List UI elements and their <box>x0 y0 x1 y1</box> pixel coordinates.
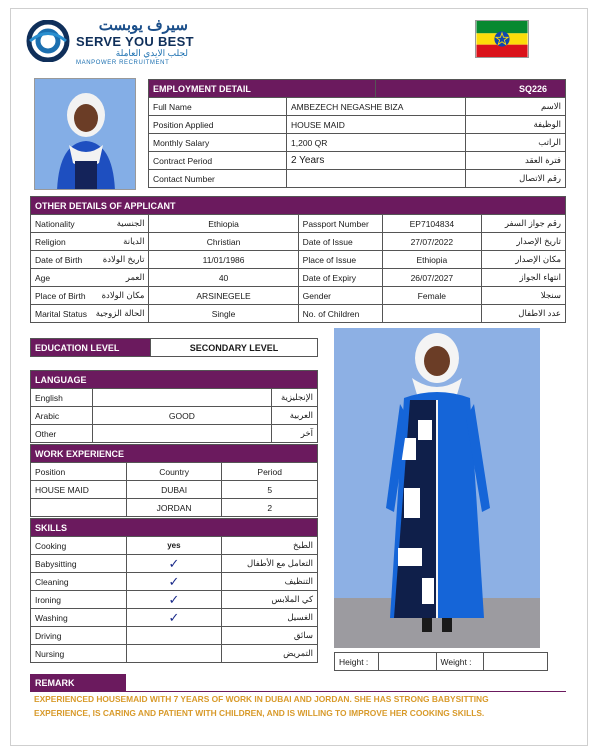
field-value: 11/01/1986 <box>149 251 298 269</box>
remark-text: EXPERIENCED HOUSEMAID WITH 7 YEARS OF WORK IN DUBAI AND JORDAN. SHE HAS STRONG BABYSITTING EXPERIENCE, IS CARING AND PATIENT WITH CHILDREN, AND IS WILLING TO IMPROVE HER COOKING SKILLS. <box>34 694 489 718</box>
employment-detail-table <box>148 79 566 188</box>
full-name-value: AMBEZECH NEGASHE BIZA <box>287 98 466 116</box>
education-value: SECONDARY LEVEL <box>151 339 318 357</box>
table-row <box>149 116 566 134</box>
other-details-table <box>30 196 566 323</box>
skill-label-arabic: التعامل مع الأطفال <box>222 555 318 573</box>
contact-number-value <box>287 170 466 188</box>
field-label-arabic: الحالة الزوجية <box>91 305 149 323</box>
skills-table <box>30 518 318 663</box>
field-label: Monthly Salary <box>149 134 287 152</box>
language-label: Other <box>31 425 93 443</box>
skill-label-arabic: التنظيف <box>222 573 318 591</box>
field-value: 40 <box>149 269 298 287</box>
work-country: DUBAI <box>126 481 222 499</box>
field-label: Date of Issue <box>298 233 382 251</box>
table-row <box>31 609 318 627</box>
logo-english-subtext: MANPOWER RECRUITMENT <box>76 60 170 66</box>
field-label-arabic: تاريخ الولادة <box>91 251 149 269</box>
language-value <box>92 425 271 443</box>
language-value <box>92 389 271 407</box>
checkmark-icon: ✓ <box>126 591 221 609</box>
person-full-body-icon <box>334 328 540 648</box>
field-value: 26/07/2027 <box>382 269 482 287</box>
field-label-arabic: مكان الإصدار <box>482 251 566 269</box>
field-label: Gender <box>298 287 382 305</box>
applicant-photo-full <box>334 328 540 648</box>
field-label: Contact Number <box>149 170 287 188</box>
skill-label: Cooking <box>31 537 127 555</box>
remark-title: REMARK <box>30 674 126 692</box>
table-row <box>149 170 566 188</box>
weight-value <box>484 653 548 671</box>
skill-label-arabic: سائق <box>222 627 318 645</box>
table-row <box>149 98 566 116</box>
language-value: GOOD <box>92 407 271 425</box>
skill-label: Cleaning <box>31 573 127 591</box>
field-label-arabic: الراتب <box>466 134 566 152</box>
field-label-arabic: مكان الولادة <box>91 287 149 305</box>
measurements-table <box>334 652 548 671</box>
field-label-arabic: فترة العقد <box>466 152 566 170</box>
skill-label: Babysitting <box>31 555 127 573</box>
logo-arabic-subtext: لجلب الايدي العاملة <box>115 48 188 58</box>
position-value: HOUSE MAID <box>287 116 466 134</box>
language-title: LANGUAGE <box>31 371 318 389</box>
field-label-arabic: سنجلا <box>482 287 566 305</box>
language-table <box>30 370 318 443</box>
column-header: Period <box>222 463 318 481</box>
field-label-arabic: انتهاء الجواز <box>482 269 566 287</box>
table-row <box>31 287 566 305</box>
field-label: Marital Status <box>31 305 91 323</box>
skill-label-arabic: كي الملابس <box>222 591 318 609</box>
table-row <box>31 251 566 269</box>
skill-label: Driving <box>31 627 127 645</box>
field-value: 27/07/2022 <box>382 233 482 251</box>
skill-value <box>126 627 221 645</box>
table-header-row <box>31 463 318 481</box>
field-value: Christian <box>149 233 298 251</box>
logo-arabic-text: سيرف يوبست <box>98 17 188 34</box>
field-label: Place of Birth <box>31 287 91 305</box>
field-label: Contract Period <box>149 152 287 170</box>
field-label: Nationality <box>31 215 91 233</box>
contract-period-value: 2 Years <box>287 152 466 170</box>
field-value: EP7104834 <box>382 215 482 233</box>
other-details-title: OTHER DETAILS OF APPLICANT <box>31 197 566 215</box>
field-label: Date of Birth <box>31 251 91 269</box>
person-portrait-icon <box>35 79 136 190</box>
skills-title: SKILLS <box>31 519 318 537</box>
field-value: Single <box>149 305 298 323</box>
field-label-arabic: الاسم <box>466 98 566 116</box>
language-label-arabic: الإنجليزية <box>272 389 318 407</box>
field-label-arabic: رقم جواز السفر <box>482 215 566 233</box>
skill-value <box>126 645 221 663</box>
work-position <box>31 499 127 517</box>
field-label-arabic: الجنسية <box>91 215 149 233</box>
logo-mark-icon <box>24 20 72 62</box>
work-country: JORDAN <box>126 499 222 517</box>
skill-label: Ironing <box>31 591 127 609</box>
ethiopia-flag-icon <box>475 20 529 58</box>
work-period: 2 <box>222 499 318 517</box>
table-row <box>31 499 318 517</box>
weight-label: Weight : <box>436 653 484 671</box>
checkmark-icon: ✓ <box>126 609 221 627</box>
logo-english-text: SERVE YOU BEST <box>76 34 194 49</box>
checkmark-icon: ✓ <box>126 573 221 591</box>
skill-label: Washing <box>31 609 127 627</box>
skill-label-arabic: التمريض <box>222 645 318 663</box>
field-label: Full Name <box>149 98 287 116</box>
table-row <box>31 555 318 573</box>
table-row <box>31 233 566 251</box>
language-label-arabic: آخر <box>272 425 318 443</box>
field-value: Ethiopia <box>149 215 298 233</box>
table-row <box>149 152 566 170</box>
language-label: Arabic <box>31 407 93 425</box>
table-row <box>31 305 566 323</box>
field-label-arabic: الوظيفة <box>466 116 566 134</box>
table-row <box>31 591 318 609</box>
table-row <box>31 537 318 555</box>
table-row <box>149 134 566 152</box>
employment-title: EMPLOYMENT DETAIL <box>149 80 376 98</box>
field-label-arabic: الديانة <box>91 233 149 251</box>
field-label-arabic: رقم الاتصال <box>466 170 566 188</box>
table-row <box>31 269 566 287</box>
checkmark-icon: ✓ <box>126 555 221 573</box>
reference-code: SQ226 <box>376 80 566 98</box>
table-row <box>31 389 318 407</box>
column-header: Position <box>31 463 127 481</box>
skill-label-arabic: الطبخ <box>222 537 318 555</box>
field-label: Position Applied <box>149 116 287 134</box>
field-value: Ethiopia <box>382 251 482 269</box>
education-table <box>30 338 318 357</box>
table-row <box>31 573 318 591</box>
language-label-arabic: العربية <box>272 407 318 425</box>
field-value <box>382 305 482 323</box>
column-header: Country <box>126 463 222 481</box>
field-label: Passport Number <box>298 215 382 233</box>
applicant-photo-small <box>34 78 136 190</box>
work-position: HOUSE MAID <box>31 481 127 499</box>
skill-value: yes <box>126 537 221 555</box>
table-row <box>31 645 318 663</box>
work-experience-table <box>30 444 318 517</box>
height-label: Height : <box>335 653 379 671</box>
field-label: Age <box>31 269 91 287</box>
field-label-arabic: عدد الاطفال <box>482 305 566 323</box>
field-label: No. of Children <box>298 305 382 323</box>
field-label-arabic: العمر <box>91 269 149 287</box>
table-row <box>31 627 318 645</box>
company-logo <box>24 14 194 68</box>
field-label: Place of Issue <box>298 251 382 269</box>
table-row <box>31 407 318 425</box>
table-row <box>31 425 318 443</box>
skill-label: Nursing <box>31 645 127 663</box>
skill-label-arabic: الغسيل <box>222 609 318 627</box>
table-row <box>31 215 566 233</box>
language-label: English <box>31 389 93 407</box>
salary-value: 1,200 QR <box>287 134 466 152</box>
field-label: Religion <box>31 233 91 251</box>
field-label-arabic: تاريخ الإصدار <box>482 233 566 251</box>
height-value <box>378 653 436 671</box>
work-experience-title: WORK EXPERIENCE <box>31 445 318 463</box>
field-label: Date of Expiry <box>298 269 382 287</box>
field-value: Female <box>382 287 482 305</box>
table-row <box>31 481 318 499</box>
education-title: EDUCATION LEVEL <box>31 339 151 357</box>
field-value: ARSINEGELE <box>149 287 298 305</box>
work-period: 5 <box>222 481 318 499</box>
